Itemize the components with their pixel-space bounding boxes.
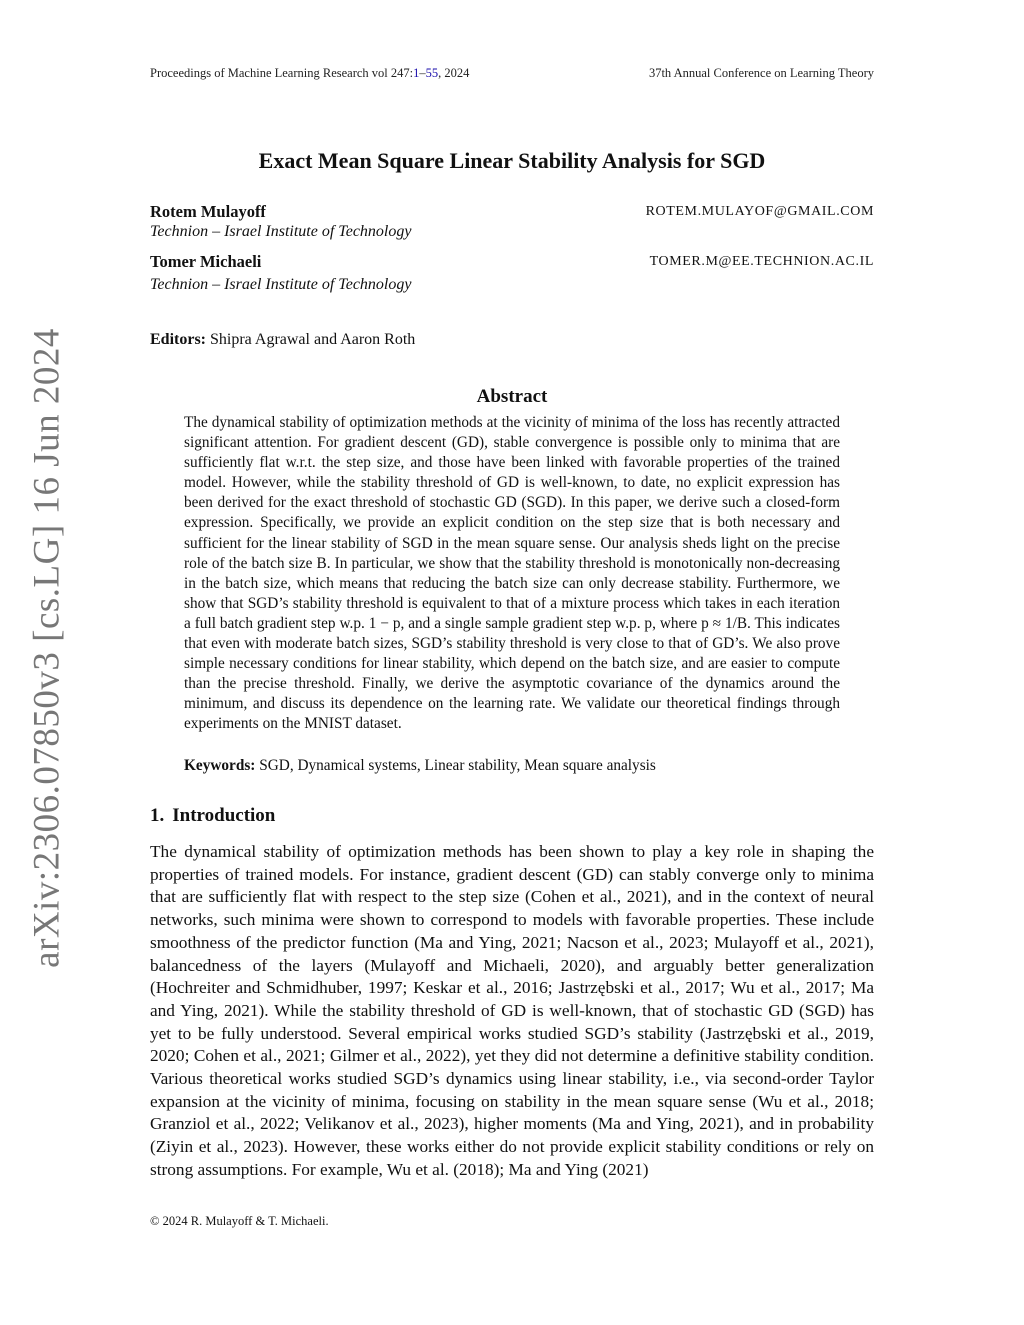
header-page-start-link[interactable]: 1 (413, 66, 420, 80)
header-venue: Proceedings of Machine Learning Research vol 247: (150, 66, 414, 80)
abstract-text: The dynamical stability of optimization methods at the vicinity of minima of the loss has recently attracted significant attention. For gradient descent (GD), stable convergence is possible only to minima that are sufficiently flat w.r.t. the step size, and those have been linked with favorable properties of the trained model. However, while the stability threshold of GD is well-known, to date, no explicit expression has been derived for the exact threshold of stochastic GD (SGD). In this paper, we derive such a closed-form expression. Specifically, we provide an explicit condition on the step size that is both necessary and sufficient for the linear stability of SGD in the mean square sense. Our analysis sheds light on the precise role of the batch size B. In particular, we show that the stability threshold is monotonically non-decreasing in the batch size, which means that reducing the batch size can only decrease stability. Furthermore, we show that SGD’s stability threshold is equivalent to that of a mixture process which takes in each iteration a full batch gradient step w.p. 1 − p, and a single sample gradient step w.p. p, where p ≈ 1/B. This indicates that even with moderate batch sizes, SGD’s stability threshold is very close to that of GD’s. We also prove simple necessary conditions for linear stability, which depend on the batch size, and are easier to compute than the precise threshold. Finally, we derive the asymptotic covariance of the dynamics around the minimum, and discuss its dependence on the learning rate. We validate our theoretical findings through experiments on the MNIST dataset. (184, 414, 840, 733)
section-number: 1. (150, 805, 165, 826)
paper-title: Exact Mean Square Linear Stability Analysis for SGD (258, 148, 766, 173)
section-title: Introduction (172, 805, 276, 826)
header-page-sep: – (419, 66, 426, 80)
running-header-left (150, 66, 469, 81)
editors-line (150, 331, 415, 349)
author-affiliation: Technion – Israel Institute of Technology (150, 276, 412, 293)
keywords-list: SGD, Dynamical systems, Linear stability, Mean square analysis (259, 757, 656, 774)
author-affiliation: Technion – Israel Institute of Technology (150, 223, 412, 240)
running-header-right: 37th Annual Conference on Learning Theory (648, 66, 874, 80)
abstract-heading: Abstract (476, 386, 548, 407)
editors-label: Editors: (150, 331, 206, 348)
keywords-label: Keywords: (184, 757, 256, 774)
author-email[interactable]: ROTEM.MULAYOF@GMAIL.COM (645, 204, 874, 219)
copyright-footer: © 2024 R. Mulayoff & T. Michaeli. (150, 1214, 329, 1228)
author-email[interactable]: TOMER.M@EE.TECHNION.AC.IL (649, 254, 874, 269)
author-name: Rotem Mulayoff (150, 202, 266, 221)
editors-names: Shipra Agrawal and Aaron Roth (210, 331, 416, 348)
arxiv-sidebar-stamp: arXiv:2306.07850v3 [cs.LG] 16 Jun 2024 (26, 328, 68, 968)
section-heading-introduction (150, 805, 275, 827)
header-year: , 2024 (438, 66, 470, 80)
header-page-end-link[interactable]: 55 (425, 66, 439, 80)
keywords-line (184, 757, 840, 775)
introduction-paragraph: The dynamical stability of optimization methods has been shown to play a key role in shaping the properties of trained models. For instance, gradient descent (GD) can stably converge only to minima that are sufficiently flat with respect to the step size (Cohen et al., 2021), and in the context of neural networks, such minima were shown to correspond to models with favorable properties. These include smoothness of the predictor function (Ma and Ying, 2021; Nacson et al., 2023; Mulayoff et al., 2021), balancedness of the layers (Mulayoff and Michaeli, 2020), and arguably better generalization (Hochreiter and Schmidhuber, 1997; Keskar et al., 2016; Jastrzębski et al., 2017; Wu et al., 2017; Ma and Ying, 2021). While the stability threshold of GD is well-known, that of stochastic GD (SGD) has yet to be fully understood. Several empirical works studied SGD’s stability (Jastrzębski et al., 2019, 2020; Cohen et al., 2021; Gilmer et al., 2022), yet they did not determine a definitive stability condition. Various theoretical works studied SGD’s dynamics using linear stability, i.e., via second-order Taylor expansion at the vicinity of minima, focusing on stability in the mean square sense (Wu et al., 2018; Granziol et al., 2022; Velikanov et al., 2023), higher moments (Ma and Ying, 2021), and in probability (Ziyin et al., 2023). However, these works either do not provide explicit stability conditions or rely on strong assumptions. For example, Wu et al. (2018); Ma and Ying (2021) (150, 842, 874, 1179)
author-name: Tomer Michaeli (150, 252, 262, 271)
